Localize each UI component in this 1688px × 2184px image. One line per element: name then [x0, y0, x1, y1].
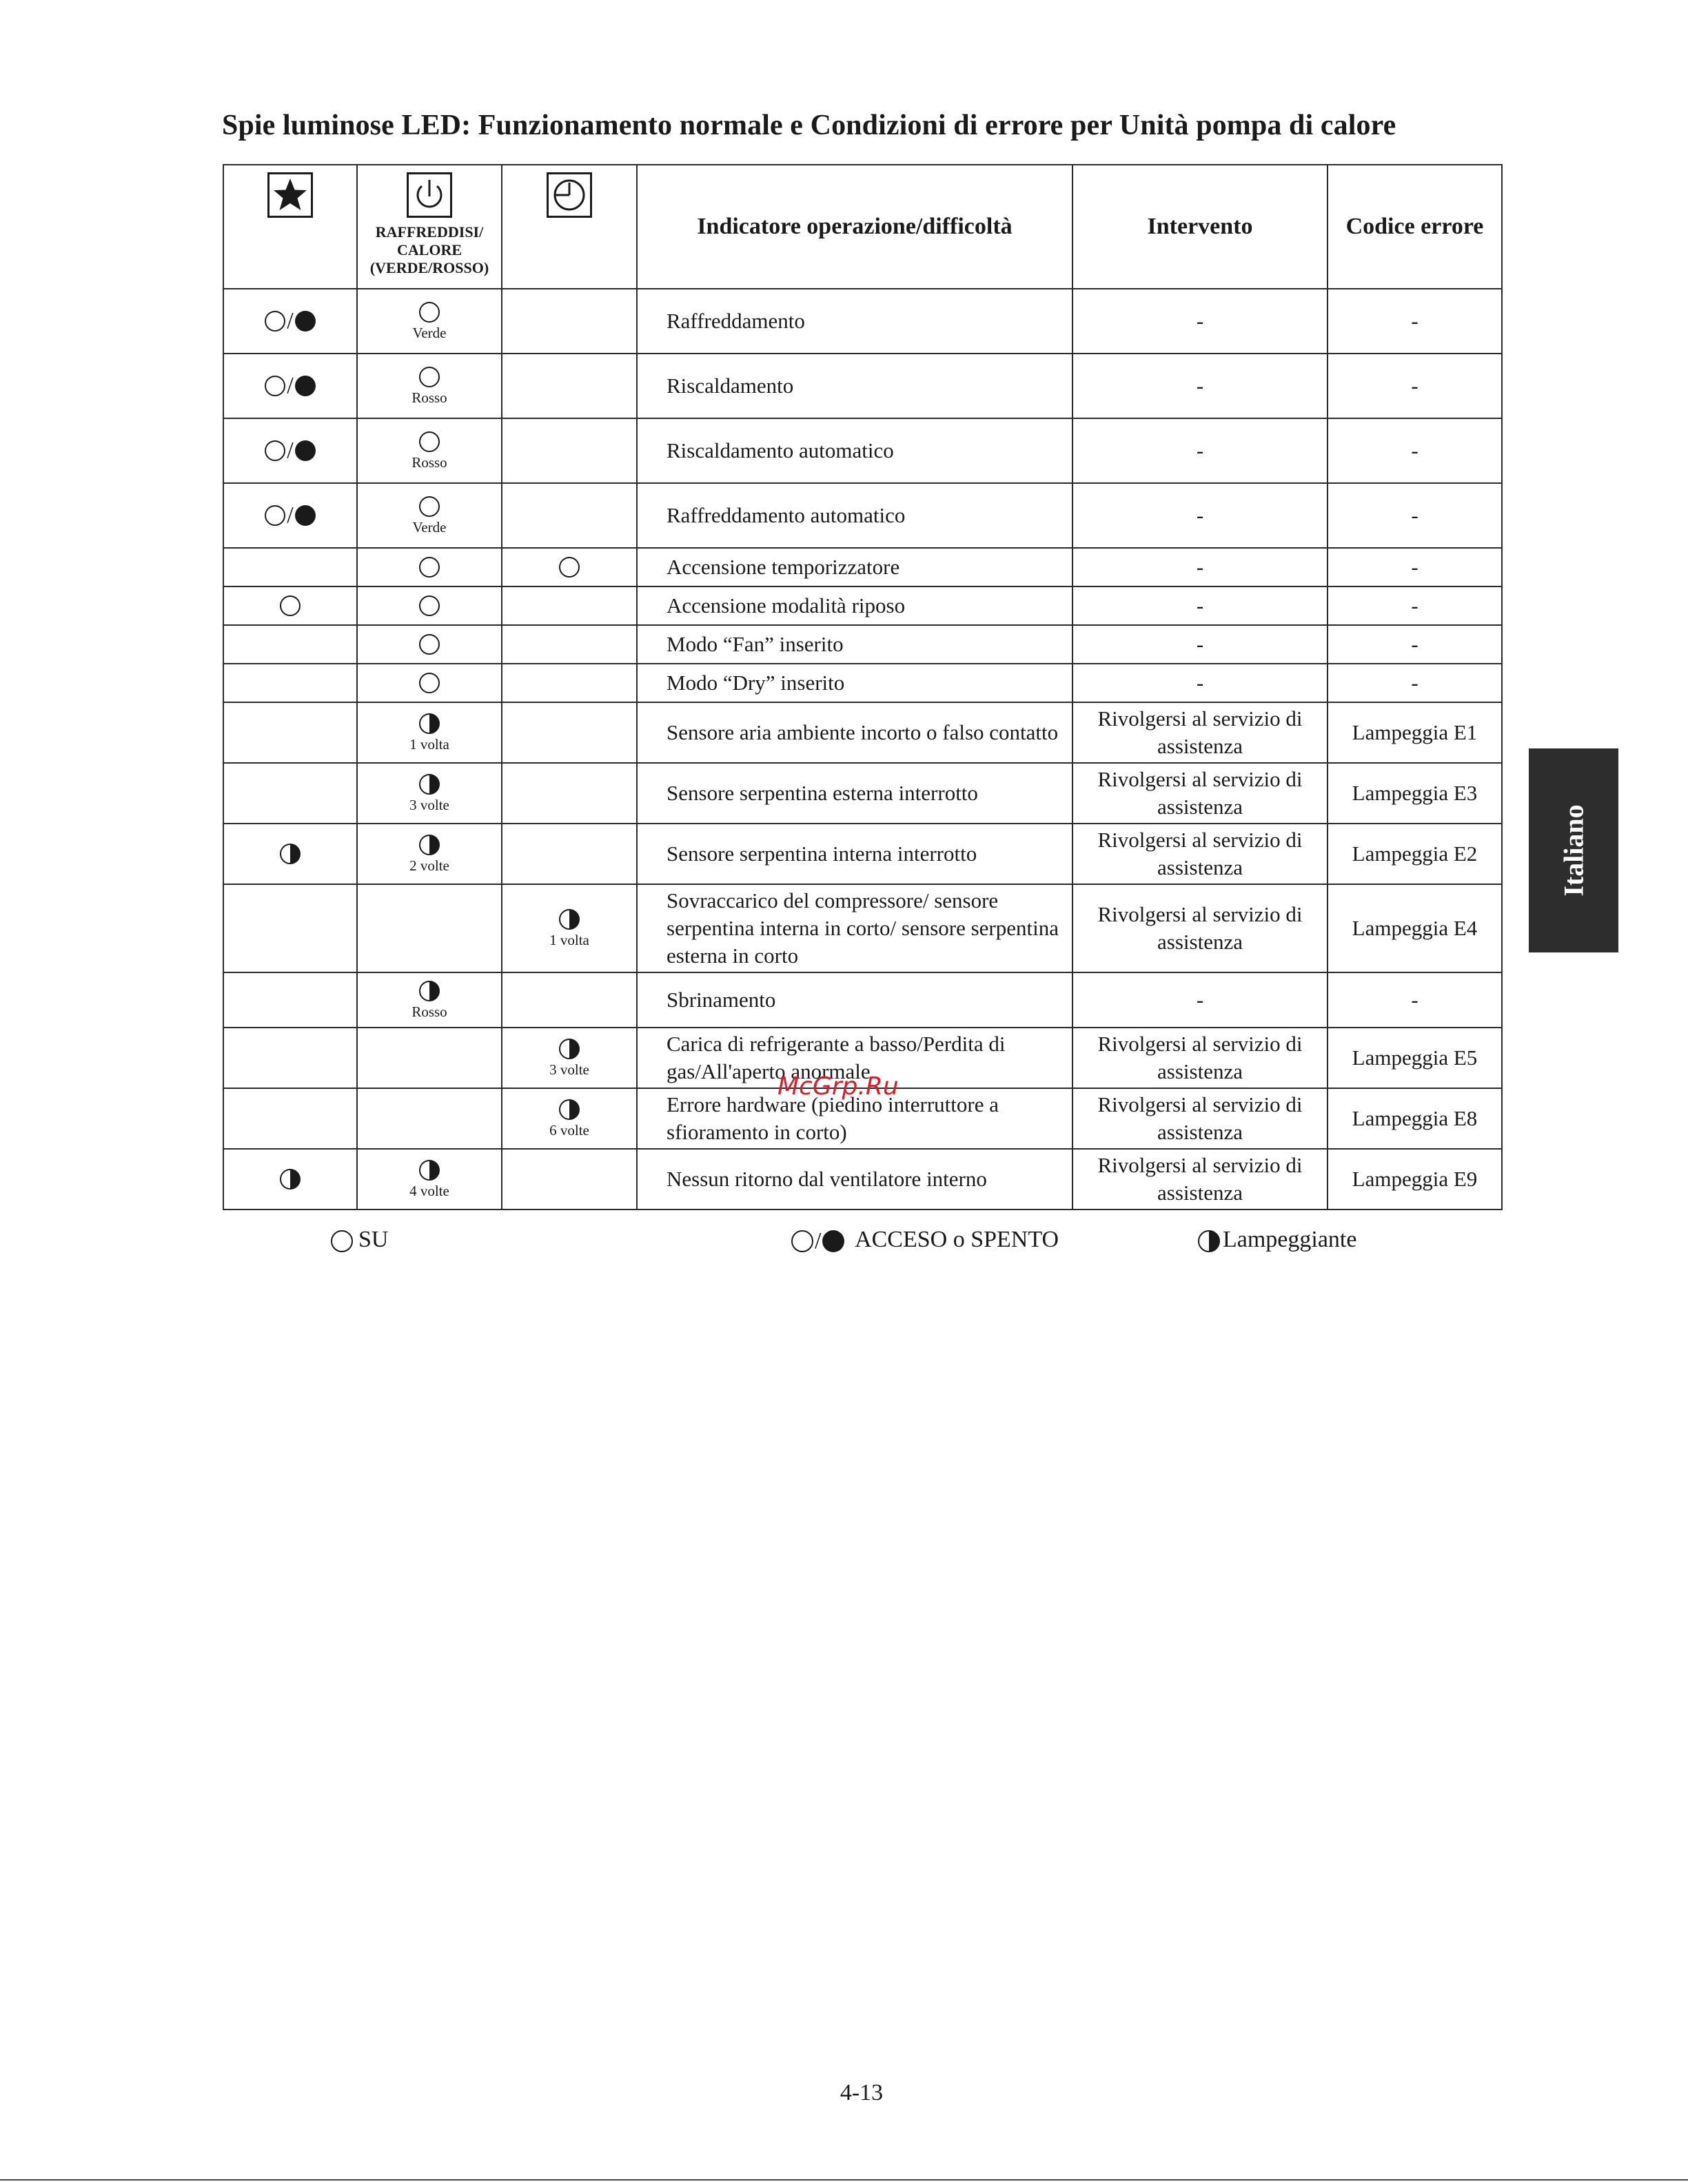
led-note: Verde: [412, 519, 447, 535]
indicator-cell: Sensore serpentina interna interrotto: [637, 824, 1072, 884]
star-led-cell: [223, 824, 357, 884]
table-row: [223, 625, 1502, 664]
codice-cell: -: [1328, 586, 1502, 625]
codice-cell: Lampeggia E4: [1328, 884, 1502, 972]
power-led-cell: [357, 1088, 502, 1149]
header-power-label: RAFFREDDISI/ CALORE (VERDE/ROSSO): [369, 223, 489, 276]
led-note: 3 volte: [549, 1061, 589, 1078]
indicator-cell: Errore hardware (piedino interruttore a sfioramento in corto): [637, 1088, 1072, 1149]
header-indicator: Indicatore operazione/difficoltà: [637, 165, 1072, 289]
header-star-cell: [223, 165, 357, 289]
legend-on: [331, 1227, 388, 1253]
table-row: [223, 972, 1502, 1028]
header-intervento: Intervento: [1072, 165, 1328, 289]
star-led-cell: [223, 664, 357, 702]
table-header-row: [223, 165, 1502, 289]
on-off-symbol: /: [265, 509, 315, 521]
power-led-cell: [357, 625, 502, 664]
power-led-cell: [357, 763, 502, 824]
half-circle-icon: [419, 981, 440, 1001]
led-note: Rosso: [411, 389, 447, 406]
timer-led-cell: [502, 824, 637, 884]
star-led-cell: [223, 1028, 357, 1088]
codice-cell: -: [1328, 354, 1502, 418]
legend-on-label: SU: [358, 1227, 389, 1252]
indicator-cell: Riscaldamento: [637, 354, 1072, 418]
table-row: [223, 664, 1502, 702]
half-circle-icon: [280, 1169, 301, 1190]
circle-icon: [265, 311, 285, 331]
indicator-cell: Sovraccarico del compressore/ sensore serpentina interna in corto/ sensore serpentina esterna in corto: [637, 884, 1072, 972]
table-row: [223, 763, 1502, 824]
indicator-cell: Carica di refrigerante a basso/Perdita di gas/All'aperto anormale: [637, 1028, 1072, 1088]
led-note: 1 volta: [549, 932, 589, 948]
filled-circle-icon: [295, 505, 316, 526]
intervento-cell: Rivolgersi al servizio di assistenza: [1072, 702, 1328, 763]
circle-icon: [419, 367, 440, 387]
star-led-cell: [223, 1149, 357, 1210]
half-circle-icon: [419, 1160, 440, 1181]
star-led-cell: [223, 884, 357, 972]
power-led-cell: [357, 884, 502, 972]
table-row: [223, 824, 1502, 884]
power-led-cell: [357, 418, 502, 483]
power-led-cell: [357, 702, 502, 763]
indicator-cell: Accensione modalità riposo: [637, 586, 1072, 625]
led-note: Rosso: [411, 454, 447, 471]
page-number: 4-13: [840, 2080, 884, 2105]
star-led-cell: [223, 354, 357, 418]
header-codice: Codice errore: [1328, 165, 1502, 289]
timer-led-cell: [502, 1028, 637, 1088]
intervento-cell: -: [1072, 548, 1328, 586]
circle-icon: [419, 595, 440, 616]
intervento-cell: -: [1072, 483, 1328, 548]
intervento-cell: Rivolgersi al servizio di assistenza: [1072, 824, 1328, 884]
timer-led-cell: [502, 1088, 637, 1149]
codice-cell: -: [1328, 625, 1502, 664]
intervento-cell: -: [1072, 586, 1328, 625]
star-led-cell: [223, 483, 357, 548]
codice-cell: -: [1328, 289, 1502, 354]
led-indicator-table: [223, 164, 1503, 1210]
table-row: [223, 354, 1502, 418]
page-title: Spie luminose LED: Funzionamento normale e Condizioni di errore per Unità pompa di calore: [222, 110, 1396, 141]
star-led-cell: [223, 763, 357, 824]
filled-circle-icon: [822, 1230, 844, 1252]
half-circle-icon: [419, 774, 440, 795]
intervento-cell: -: [1072, 418, 1328, 483]
circle-icon: [419, 557, 440, 578]
timer-led-cell: [502, 418, 637, 483]
circle-icon: [265, 376, 285, 396]
timer-led-cell: [502, 289, 637, 354]
indicator-cell: Sensore aria ambiente incorto o falso contatto: [637, 702, 1072, 763]
table-row: [223, 1149, 1502, 1210]
intervento-cell: Rivolgersi al servizio di assistenza: [1072, 1028, 1328, 1088]
codice-cell: Lampeggia E3: [1328, 763, 1502, 824]
indicator-cell: Modo “Fan” inserito: [637, 625, 1072, 664]
circle-icon: [791, 1230, 813, 1252]
indicator-cell: Modo “Dry” inserito: [637, 664, 1072, 702]
led-note: Rosso: [411, 1003, 447, 1020]
star-led-cell: [223, 548, 357, 586]
star-led-cell: [223, 418, 357, 483]
intervento-cell: -: [1072, 972, 1328, 1028]
timer-led-cell: [502, 972, 637, 1028]
half-circle-icon: [559, 909, 580, 930]
indicator-cell: Sensore serpentina esterna interrotto: [637, 763, 1072, 824]
table-row: [223, 548, 1502, 586]
codice-cell: -: [1328, 664, 1502, 702]
filled-circle-icon: [295, 311, 316, 331]
table-row: [223, 884, 1502, 972]
bottom-rule: [0, 2179, 1688, 2181]
intervento-cell: Rivolgersi al servizio di assistenza: [1072, 884, 1328, 972]
codice-cell: Lampeggia E9: [1328, 1149, 1502, 1210]
filled-circle-icon: [295, 376, 316, 396]
intervento-cell: -: [1072, 664, 1328, 702]
codice-cell: -: [1328, 483, 1502, 548]
power-led-cell: [357, 664, 502, 702]
legend-onoff: / ACCESO o SPENTO: [791, 1227, 1059, 1254]
filled-circle-icon: [295, 440, 316, 461]
codice-cell: Lampeggia E2: [1328, 824, 1502, 884]
header-clock-cell: [502, 165, 637, 289]
circle-icon: [419, 673, 440, 693]
watermark: McGrp.Ru: [777, 1072, 899, 1101]
circle-icon: [280, 595, 301, 616]
timer-led-cell: [502, 664, 637, 702]
legend-blink-label: Lampeggiante: [1223, 1227, 1357, 1252]
timer-led-cell: [502, 884, 637, 972]
half-circle-icon: [419, 835, 440, 855]
led-note: 6 volte: [549, 1122, 589, 1139]
codice-cell: -: [1328, 418, 1502, 483]
indicator-cell: Riscaldamento automatico: [637, 418, 1072, 483]
power-led-cell: [357, 354, 502, 418]
half-circle-icon: [280, 844, 301, 864]
star-led-cell: [223, 702, 357, 763]
legend-blink: [1198, 1227, 1356, 1253]
power-led-cell: [357, 586, 502, 625]
indicator-cell: Raffreddamento automatico: [637, 483, 1072, 548]
half-circle-icon: [559, 1039, 580, 1059]
led-note: 3 volte: [409, 797, 449, 813]
table-row: [223, 702, 1502, 763]
timer-led-cell: [502, 586, 637, 625]
star-led-cell: [223, 625, 357, 664]
clock-icon: [547, 172, 592, 218]
star-led-cell: [223, 972, 357, 1028]
language-tab: [1529, 748, 1618, 952]
half-circle-icon: [419, 713, 440, 734]
circle-icon: [559, 557, 580, 578]
intervento-cell: Rivolgersi al servizio di assistenza: [1072, 763, 1328, 824]
half-circle-icon: [1198, 1230, 1220, 1252]
table-row: [223, 289, 1502, 354]
timer-led-cell: [502, 763, 637, 824]
codice-cell: -: [1328, 548, 1502, 586]
led-note: Verde: [412, 325, 447, 341]
led-note: 4 volte: [409, 1183, 449, 1199]
codice-cell: Lampeggia E5: [1328, 1028, 1502, 1088]
timer-led-cell: [502, 702, 637, 763]
table-row: [223, 483, 1502, 548]
power-led-cell: [357, 483, 502, 548]
table-row: [223, 418, 1502, 483]
intervento-cell: Rivolgersi al servizio di assistenza: [1072, 1149, 1328, 1210]
power-icon: [407, 172, 452, 218]
circle-icon: [419, 496, 440, 517]
timer-led-cell: [502, 548, 637, 586]
language-tab-label: Italiano: [1558, 804, 1589, 897]
circle-icon: [419, 431, 440, 452]
power-led-cell: [357, 1149, 502, 1210]
star-led-cell: [223, 289, 357, 354]
timer-led-cell: [502, 1149, 637, 1210]
codice-cell: Lampeggia E1: [1328, 702, 1502, 763]
timer-led-cell: [502, 625, 637, 664]
codice-cell: Lampeggia E8: [1328, 1088, 1502, 1149]
circle-icon: [331, 1230, 353, 1252]
timer-led-cell: [502, 354, 637, 418]
led-note: 2 volte: [409, 857, 449, 874]
table-row: [223, 586, 1502, 625]
indicator-cell: Accensione temporizzatore: [637, 548, 1072, 586]
star-led-cell: [223, 1088, 357, 1149]
star-icon: [267, 172, 313, 218]
timer-led-cell: [502, 483, 637, 548]
circle-icon: [265, 440, 285, 461]
intervento-cell: Rivolgersi al servizio di assistenza: [1072, 1088, 1328, 1149]
legend-onoff-label: ACCESO o SPENTO: [855, 1227, 1059, 1252]
intervento-cell: -: [1072, 354, 1328, 418]
power-led-cell: [357, 972, 502, 1028]
header-power-cell: [357, 165, 502, 289]
on-off-symbol: /: [265, 445, 315, 456]
power-led-cell: [357, 289, 502, 354]
on-off-symbol: /: [265, 315, 315, 327]
intervento-cell: -: [1072, 625, 1328, 664]
led-note: 1 volta: [409, 736, 449, 753]
half-circle-icon: [559, 1099, 580, 1120]
circle-icon: [419, 302, 440, 323]
power-led-cell: [357, 824, 502, 884]
circle-icon: [419, 634, 440, 655]
circle-icon: [265, 505, 285, 526]
power-led-cell: [357, 548, 502, 586]
codice-cell: -: [1328, 972, 1502, 1028]
intervento-cell: -: [1072, 289, 1328, 354]
indicator-cell: Raffreddamento: [637, 289, 1072, 354]
star-led-cell: [223, 586, 357, 625]
indicator-cell: Sbrinamento: [637, 972, 1072, 1028]
indicator-cell: Nessun ritorno dal ventilatore interno: [637, 1149, 1072, 1210]
power-led-cell: [357, 1028, 502, 1088]
on-off-symbol: /: [265, 380, 315, 391]
